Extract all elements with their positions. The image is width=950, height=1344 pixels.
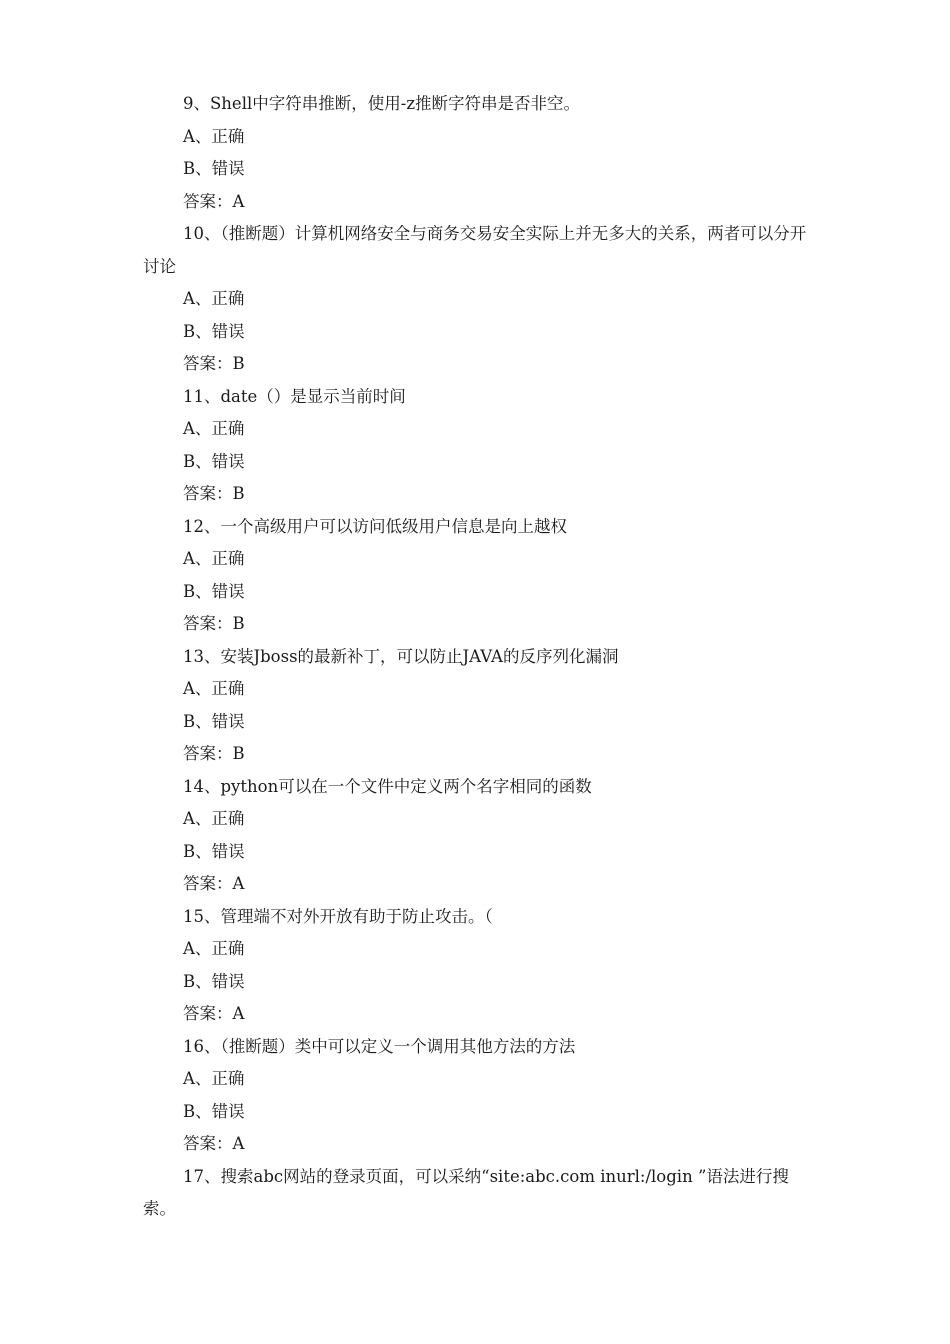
option-a: A、正确 — [183, 1069, 245, 1088]
option-a: A、正确 — [183, 126, 245, 146]
answer-text: 答案：B — [183, 354, 245, 373]
question-text: 11、date（）是显示当前时间 — [183, 386, 406, 406]
option-a: A、正确 — [183, 549, 245, 568]
option-b: B、错误 — [183, 971, 245, 991]
question-text: 12、一个高级用户可以访问低级用户信息是向上越权 — [183, 516, 567, 536]
question-block — [143, 381, 819, 511]
question-block — [143, 641, 819, 771]
question-block — [143, 771, 819, 901]
answer-text: 答案：A — [183, 1134, 245, 1153]
option-a: A、正确 — [183, 939, 245, 958]
option-b: B、错误 — [183, 711, 245, 731]
question-block — [143, 88, 819, 218]
option-b: B、错误 — [183, 321, 245, 341]
answer-text: 答案：B — [183, 614, 245, 633]
answer-text: 答案：A — [183, 191, 245, 211]
question-text: 16、（推断题）类中可以定义一个调用其他方法的方法 — [183, 1036, 576, 1056]
option-b: B、错误 — [183, 451, 245, 471]
option-a: A、正确 — [183, 289, 245, 308]
answer-text: 答案：A — [183, 1004, 245, 1023]
question-list — [143, 88, 819, 1226]
question-block — [143, 1031, 819, 1161]
question-text: 9、Shell中字符串推断，使用-z推断字符串是否非空。 — [183, 94, 581, 113]
question-block — [143, 218, 819, 381]
option-b: B、错误 — [183, 841, 245, 861]
answer-text: 答案：B — [183, 484, 245, 503]
question-text: 17、搜索abc网站的登录页面，可以采纳“site:abc.com inurl:/login ”语法进行搜索。 — [143, 1166, 789, 1218]
option-a: A、正确 — [183, 679, 245, 698]
option-a: A、正确 — [183, 809, 245, 828]
question-block — [143, 1161, 819, 1226]
question-text: 15、管理端不对外开放有助于防止攻击。（ — [183, 906, 493, 926]
option-b: B、错误 — [183, 159, 245, 178]
answer-text: 答案：A — [183, 874, 245, 893]
option-b: B、错误 — [183, 581, 245, 601]
question-block — [143, 901, 819, 1031]
answer-text: 答案：B — [183, 744, 245, 763]
question-block — [143, 511, 819, 641]
option-b: B、错误 — [183, 1101, 245, 1121]
question-text: 13、安装Jboss的最新补丁，可以防止JAVA的反序列化漏洞 — [183, 646, 619, 666]
option-a: A、正确 — [183, 419, 245, 438]
question-text: 10、（推断题）计算机网络安全与商务交易安全实际上并无多大的关系，两者可以分开讨论 — [143, 224, 807, 276]
question-text: 14、python可以在一个文件中定义两个名字相同的函数 — [183, 776, 592, 796]
